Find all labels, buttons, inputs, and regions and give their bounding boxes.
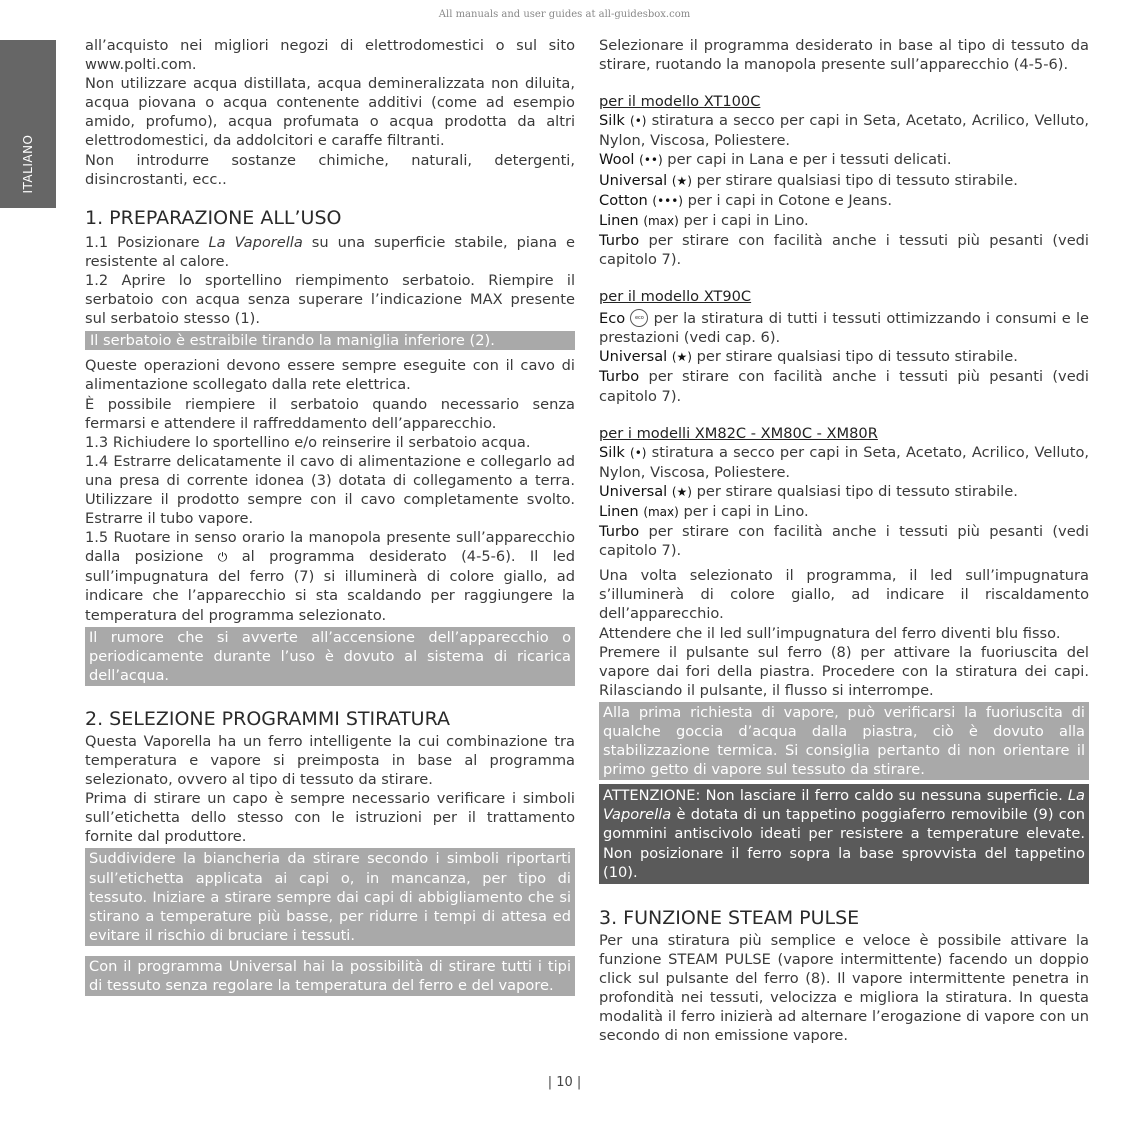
program-item bbox=[599, 443, 1089, 482]
note-text: Alla prima richiesta di vapore, può verificarsi la fuoriuscita di qualche goccia d’acqua dalla piastra, ciò è dovuto alla stabilizzazione termica. Si consiglia pertanto di non orientare il primo getto di vapore sul tessuto da stirare. bbox=[603, 703, 1085, 779]
program-item bbox=[599, 171, 1089, 191]
paragraph: Una volta selezionato il programma, il led sull’impugnatura s’illuminerà di colore giallo, ad indicare il riscaldamento dell’apparecchio. bbox=[599, 567, 1089, 623]
intro-paragraph: Non introdurre sostanze chimiche, naturali, detergenti, disincrostanti, ecc.. bbox=[85, 151, 575, 188]
model-xm-title: per i modelli XM82C - XM80C - XM80R bbox=[599, 424, 878, 442]
note-box-universal bbox=[85, 956, 575, 996]
program-item bbox=[599, 150, 1089, 170]
program-list-xt100c bbox=[599, 111, 1089, 269]
program-desc: stiratura a secco per capi in Seta, Acetato, Acrilico, Velluto, Nylon, Viscosa, Poliestere. bbox=[599, 112, 1090, 150]
source-watermark: All manuals and user guides at all-guidesbox.com bbox=[438, 9, 691, 20]
program-desc: per stirare qualsiasi tipo di tessuto stirabile. bbox=[691, 482, 1018, 500]
step-text: 1.1 Posizionare bbox=[85, 233, 209, 251]
program-symbol-icon: (★) bbox=[671, 173, 692, 188]
warning-part: è dotata di un tappetino poggiaferro removibile (9) con gommini antiscivolo ideati per resistere a temperature elevate. Non posizionare il ferro sopra la base sprovvista del tappetino (10). bbox=[603, 806, 1085, 881]
section-3-title: 3. FUNZIONE STEAM PULSE bbox=[599, 906, 860, 929]
program-symbol-icon: (★) bbox=[671, 484, 692, 499]
program-symbol-icon: (•••) bbox=[652, 193, 683, 208]
step-1-3: 1.3 Richiudere lo sportellino e/o reinserire il serbatoio acqua. bbox=[85, 433, 531, 451]
program-name: Turbo bbox=[599, 368, 640, 386]
program-item bbox=[599, 367, 1089, 405]
language-tab bbox=[0, 40, 56, 208]
program-list-xm bbox=[599, 443, 1089, 561]
program-desc: per stirare qualsiasi tipo di tessuto stirabile. bbox=[691, 171, 1018, 189]
program-item bbox=[599, 191, 1089, 211]
step-1-1 bbox=[85, 233, 575, 271]
program-name: Wool bbox=[599, 151, 635, 169]
program-symbol-icon: (••) bbox=[639, 153, 663, 168]
page-number: | 10 | bbox=[547, 1075, 582, 1090]
power-icon: ⏻ bbox=[217, 550, 228, 565]
paragraph: Attendere che il led sull’impugnatura del ferro diventi blu fisso. bbox=[599, 624, 1061, 642]
step-1-4: 1.4 Estrarre delicatamente il cavo di alimentazione e collegarlo ad una presa di corrente idonea (3) dotata di collegamento a terra. Utilizzare il prodotto sempre con il cavo completamente svolto. Estrarre il tubo vapore. bbox=[85, 452, 575, 528]
intro-paragraph: Selezionare il programma desiderato in base al tipo di tessuto da stirare, ruotando la manopola presente sull’apparecchio (4-5-6). bbox=[599, 37, 1089, 74]
program-desc: stiratura a secco per capi in Seta, Acetato, Acrilico, Velluto, Nylon, Viscosa, Poliestere. bbox=[599, 443, 1090, 481]
note-box-drops bbox=[599, 702, 1089, 780]
warning-part: ATTENZIONE: Non lasciare il ferro caldo su nessuna superficie. bbox=[603, 787, 1068, 805]
program-item bbox=[599, 211, 1089, 231]
paragraph: Prima di stirare un capo è sempre necessario verificare i simboli sull’etichetta dello stesso con le istruzioni per il trattamento fornite dal produttore. bbox=[85, 790, 575, 846]
program-name: Universal bbox=[599, 482, 668, 500]
section-2-title: 2. SELEZIONE PROGRAMMI STIRATURA bbox=[85, 707, 451, 730]
program-name: Universal bbox=[599, 348, 668, 366]
program-desc: per i capi in Cotone e Jeans. bbox=[683, 191, 893, 209]
program-item bbox=[599, 522, 1089, 560]
program-item bbox=[599, 231, 1089, 269]
program-item bbox=[599, 309, 1089, 347]
program-symbol-icon: (★) bbox=[671, 350, 692, 365]
note-bar-tank bbox=[85, 331, 575, 350]
program-symbol-icon: (max) bbox=[643, 213, 679, 228]
step-text: su una superficie stabile, piana e resistente al calore. bbox=[85, 233, 575, 270]
step-text: al programma desiderato (4-5-6). Il led sull’impugnatura del ferro (7) si illuminerà di colore giallo, ad indicare che l’apparecchio si sta scaldando per raggiungere la temperatura del programma selezionato. bbox=[85, 548, 575, 624]
intro-paragraph: all’acquisto nei migliori negozi di elettrodomestici o sul sito www.polti.com. bbox=[85, 37, 575, 74]
paragraph: Queste operazioni devono essere sempre eseguite con il cavo di alimentazione scollegato dalla rete elettrica. bbox=[85, 357, 575, 394]
eco-icon: eco bbox=[630, 309, 648, 327]
note-text: Suddividere la biancheria da stirare secondo i simboli riportarti sull’etichetta applicata ai capi o, in mancanza, per tipo di tessuto. Iniziare a stirare sempre dai capi di abbigliamento che si stirano a temperature più basse, per ridurre i tempi di attesa ed evitare il rischio di bruciare i tessuti. bbox=[89, 850, 571, 944]
model-xt90c-title: per il modello XT90C bbox=[599, 288, 752, 306]
paragraph: Premere il pulsante sul ferro (8) per attivare la fuoriuscita del vapore dai fori della piastra. Procedere con la stiratura dei capi. Rilasciando il pulsante, il flusso si interrompe. bbox=[599, 643, 1089, 699]
program-item bbox=[599, 111, 1089, 150]
intro-paragraph: Non utilizzare acqua distillata, acqua demineralizzata non diluita, acqua piovana o acqua contenente additivi (come ad esempio amido, profumo), acqua profumata o acqua prodotta da altri elettrodomestici, da addolcitori e caraffe filtranti. bbox=[85, 75, 575, 150]
step-1-5 bbox=[85, 528, 575, 624]
program-item bbox=[599, 482, 1089, 502]
product-name: La Vaporella bbox=[603, 787, 1085, 824]
program-desc: per stirare con facilità anche i tessuti più pesanti (vedi capitolo 7). bbox=[599, 368, 1089, 405]
left-column bbox=[85, 36, 575, 998]
program-item bbox=[599, 502, 1089, 522]
program-name: Silk bbox=[599, 443, 625, 461]
program-list-xt90c bbox=[599, 347, 1089, 405]
program-name: Linen bbox=[599, 502, 639, 520]
section-1-title: 1. PREPARAZIONE ALL’USO bbox=[85, 206, 342, 229]
program-desc: per stirare con facilità anche i tessuti più pesanti (vedi capitolo 7). bbox=[599, 523, 1089, 560]
warning-box bbox=[599, 784, 1089, 883]
program-desc: per stirare qualsiasi tipo di tessuto stirabile. bbox=[691, 348, 1018, 366]
model-xt100c-title: per il modello XT100C bbox=[599, 93, 761, 111]
program-item bbox=[599, 347, 1089, 367]
program-name: Turbo bbox=[599, 523, 640, 541]
paragraph: È possibile riempiere il serbatoio quando necessario senza fermarsi e attendere il raffreddamento dell’apparecchio. bbox=[85, 395, 575, 432]
step-1-2: 1.2 Aprire lo sportellino riempimento serbatoio. Riempire il serbatoio con acqua senza superare l’indicazione MAX presente sul serbatoio stesso (1). bbox=[85, 271, 575, 328]
right-column bbox=[599, 36, 1089, 1045]
program-name: Turbo bbox=[599, 231, 640, 249]
program-name: Eco bbox=[599, 310, 626, 328]
paragraph: Per una stiratura più semplice e veloce è possibile attivare la funzione STEAM PULSE (vapore intermittente) facendo un doppio click sul pulsante del ferro (8). Il vapore intermittente penetra in profondità nei tessuti, velocizza e migliora la stiratura. In questa modalità il ferro inizierà ad alternare l’erogazione di vapore con un secondo di non emissione vapore. bbox=[599, 931, 1089, 1045]
note-text: Il serbatoio è estraibile tirando la maniglia inferiore (2). bbox=[90, 332, 495, 350]
note-box-noise bbox=[85, 627, 575, 686]
program-desc: per stirare con facilità anche i tessuti più pesanti (vedi capitolo 7). bbox=[599, 231, 1089, 268]
program-symbol-icon: (max) bbox=[643, 504, 679, 519]
program-symbol-icon: (•) bbox=[630, 445, 647, 460]
step-text: 1.5 Ruotare in senso orario la manopola presente sull’apparecchio dalla posizione bbox=[85, 529, 575, 566]
product-name: La Vaporella bbox=[208, 233, 303, 251]
program-name: Cotton bbox=[599, 191, 648, 209]
program-desc: per i capi in Lino. bbox=[678, 502, 809, 520]
paragraph: Questa Vaporella ha un ferro intelligente la cui combinazione tra temperatura e vapore si preimposta in base al programma selezionato, ovvero al tipo di tessuto da stirare. bbox=[85, 732, 575, 789]
program-desc: per capi in Lana e per i tessuti delicati. bbox=[662, 151, 952, 169]
program-desc: per la stiratura di tutti i tessuti ottimizzando i consumi e le prestazioni (vedi cap. 6). bbox=[599, 310, 1090, 347]
program-desc: per i capi in Lino. bbox=[678, 211, 809, 229]
note-text: Il rumore che si avverte all’accensione dell’apparecchio o periodicamente durante l’uso è dovuto al sistema di ricarica dell’acqua. bbox=[89, 628, 571, 684]
note-box-sorting bbox=[85, 848, 575, 945]
program-name: Universal bbox=[599, 171, 668, 189]
warning-text bbox=[603, 786, 1085, 881]
language-tab-label: ITALIANO bbox=[21, 134, 35, 194]
note-text: Con il programma Universal hai la possibilità di stirare tutti i tipi di tessuto senza regolare la temperatura del ferro e del vapore. bbox=[89, 957, 571, 995]
program-symbol-icon: (•) bbox=[630, 114, 647, 129]
program-name: Silk bbox=[599, 112, 625, 130]
program-name: Linen bbox=[599, 211, 639, 229]
